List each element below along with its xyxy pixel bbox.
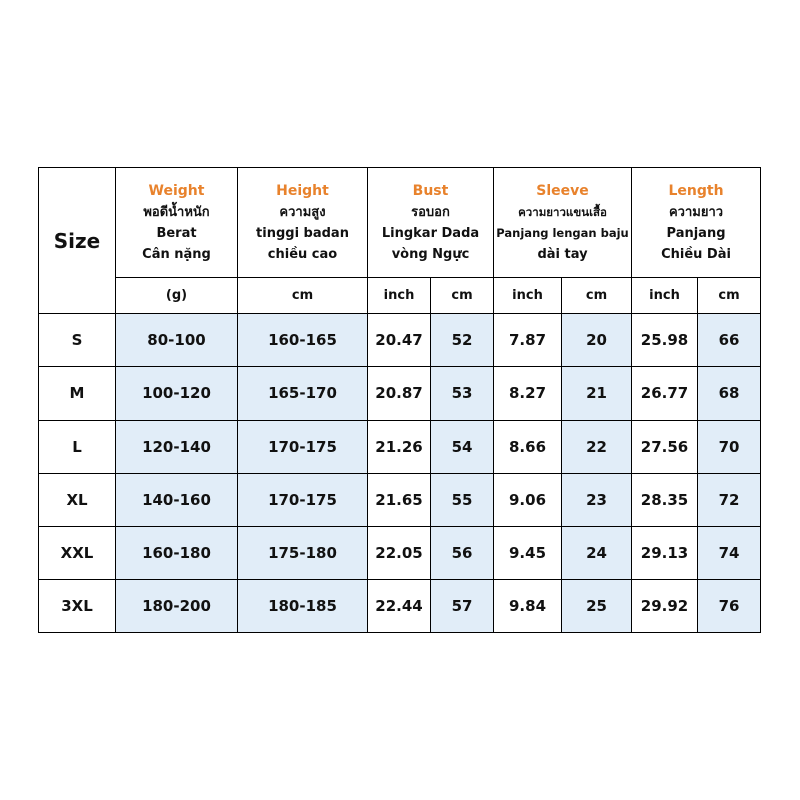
bust-cm-cell: 53 xyxy=(431,367,494,420)
table-row xyxy=(39,526,761,579)
weight-header-vi: Cân nặng xyxy=(142,246,211,262)
weight-cell: 160-180 xyxy=(116,526,238,579)
bust-inch-cell: 21.26 xyxy=(368,420,431,473)
sleeve-cm-cell: 20 xyxy=(562,314,632,367)
bust-inch-cell: 22.05 xyxy=(368,526,431,579)
bust-header xyxy=(368,168,494,278)
size-cell: XXL xyxy=(39,526,116,579)
weight-header-th: พอดีน้ำหนัก xyxy=(143,204,210,220)
sleeve-inch-cell: 9.06 xyxy=(494,473,562,526)
bust-header-en: Bust xyxy=(412,182,449,199)
sleeve-inch-cell: 9.84 xyxy=(494,579,562,632)
size-cell: L xyxy=(39,420,116,473)
bust-header-vi: vòng Ngực xyxy=(391,246,470,262)
weight-cell: 140-160 xyxy=(116,473,238,526)
size-cell: XL xyxy=(39,473,116,526)
sleeve-cm-cell: 23 xyxy=(562,473,632,526)
height-cell: 165-170 xyxy=(238,367,368,420)
sleeve-header-en: Sleeve xyxy=(536,182,589,199)
length-header-vi: Chiều Dài xyxy=(661,246,731,262)
weight-cell: 100-120 xyxy=(116,367,238,420)
length-header xyxy=(632,168,761,278)
length-cm-cell: 70 xyxy=(698,420,761,473)
sleeve-header-vi: dài tay xyxy=(537,246,588,262)
weight-cell: 180-200 xyxy=(116,579,238,632)
unit-length-inch: inch xyxy=(632,278,698,314)
weight-cell: 80-100 xyxy=(116,314,238,367)
table-row xyxy=(39,473,761,526)
height-cell: 180-185 xyxy=(238,579,368,632)
unit-sleeve-cm: cm xyxy=(562,278,632,314)
size-chart-table xyxy=(38,167,761,633)
unit-length-cm: cm xyxy=(698,278,761,314)
length-header-en: Length xyxy=(668,182,724,199)
header-row xyxy=(39,168,761,278)
sleeve-cm-cell: 24 xyxy=(562,526,632,579)
size-cell: S xyxy=(39,314,116,367)
bust-inch-cell: 21.65 xyxy=(368,473,431,526)
height-cell: 170-175 xyxy=(238,473,368,526)
length-inch-cell: 29.92 xyxy=(632,579,698,632)
length-cm-cell: 72 xyxy=(698,473,761,526)
unit-weight: (g) xyxy=(116,278,238,314)
sleeve-cm-cell: 25 xyxy=(562,579,632,632)
height-header-id: tinggi badan xyxy=(256,225,349,241)
bust-inch-cell: 20.87 xyxy=(368,367,431,420)
bust-cm-cell: 55 xyxy=(431,473,494,526)
height-header-en: Height xyxy=(276,182,329,199)
bust-inch-cell: 20.47 xyxy=(368,314,431,367)
table-row xyxy=(39,367,761,420)
table-row xyxy=(39,314,761,367)
table-row xyxy=(39,420,761,473)
length-cm-cell: 68 xyxy=(698,367,761,420)
sleeve-inch-cell: 8.66 xyxy=(494,420,562,473)
length-header-id: Panjang xyxy=(666,225,726,241)
sleeve-cm-cell: 22 xyxy=(562,420,632,473)
bust-header-id: Lingkar Dada xyxy=(381,225,480,241)
sleeve-inch-cell: 9.45 xyxy=(494,526,562,579)
unit-row xyxy=(39,278,761,314)
height-cell: 160-165 xyxy=(238,314,368,367)
unit-bust-inch: inch xyxy=(368,278,431,314)
length-header-th: ความยาว xyxy=(668,204,724,220)
sleeve-inch-cell: 8.27 xyxy=(494,367,562,420)
sleeve-cm-cell: 21 xyxy=(562,367,632,420)
sleeve-header-id: Panjang lengan baju xyxy=(496,225,629,240)
bust-cm-cell: 56 xyxy=(431,526,494,579)
unit-bust-cm: cm xyxy=(431,278,494,314)
bust-cm-cell: 54 xyxy=(431,420,494,473)
length-inch-cell: 27.56 xyxy=(632,420,698,473)
bust-header-th: รอบอก xyxy=(411,204,450,220)
bust-cm-cell: 57 xyxy=(431,579,494,632)
sleeve-header-th: ความยาวแขนเสื้อ xyxy=(518,204,607,219)
length-cm-cell: 76 xyxy=(698,579,761,632)
height-cell: 170-175 xyxy=(238,420,368,473)
length-cm-cell: 66 xyxy=(698,314,761,367)
length-inch-cell: 28.35 xyxy=(632,473,698,526)
sleeve-inch-cell: 7.87 xyxy=(494,314,562,367)
length-inch-cell: 29.13 xyxy=(632,526,698,579)
length-cm-cell: 74 xyxy=(698,526,761,579)
sleeve-header xyxy=(494,168,632,278)
height-cell: 175-180 xyxy=(238,526,368,579)
unit-height: cm xyxy=(238,278,368,314)
length-inch-cell: 26.77 xyxy=(632,367,698,420)
weight-header-id: Berat xyxy=(156,225,197,241)
weight-header xyxy=(116,168,238,278)
height-header xyxy=(238,168,368,278)
unit-sleeve-inch: inch xyxy=(494,278,562,314)
height-header-vi: chiều cao xyxy=(267,246,338,262)
bust-cm-cell: 52 xyxy=(431,314,494,367)
size-cell: 3XL xyxy=(39,579,116,632)
table-row xyxy=(39,579,761,632)
bust-inch-cell: 22.44 xyxy=(368,579,431,632)
weight-header-en: Weight xyxy=(148,182,205,199)
size-cell: M xyxy=(39,367,116,420)
weight-cell: 120-140 xyxy=(116,420,238,473)
height-header-th: ความสูง xyxy=(279,204,326,220)
size-column-header: Size xyxy=(39,168,116,314)
length-inch-cell: 25.98 xyxy=(632,314,698,367)
